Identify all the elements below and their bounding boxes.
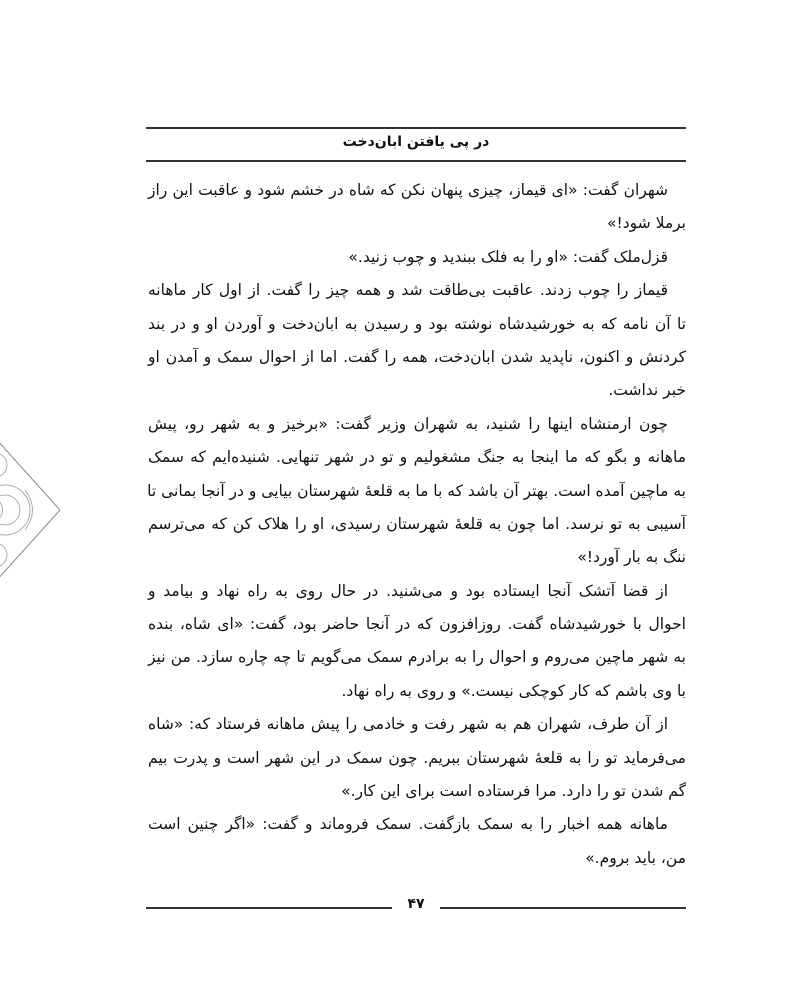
text-line: می‌فرماید تو را به قلعهٔ شهرستان ببریم. چون سمک در این شهر است و پدرت بیم (148, 748, 686, 767)
text-line: برملا شود!» (607, 214, 686, 233)
text-line: از قضا آتشک آنجا ایستاده بود و می‌شنید. در حال روی به راه نهاد و بیامد و (148, 581, 668, 600)
footer-rule-right (440, 907, 686, 909)
text-line: چون ارمنشاه اینها را شنید، به شهران وزیر گفت: «برخیز و به شهر رو، پیش (148, 414, 668, 433)
text-line: من، باید بروم.» (585, 848, 686, 867)
running-title: در پی یافتن ابان‌دخت (342, 134, 490, 150)
header-bottom-rule (146, 160, 686, 162)
text-line: با وی باشم که کار کوچکی نیست.» و روی به راه نهاد. (341, 681, 686, 700)
text-line: گم شدن تو را دارد. مرا فرستاده است برای این کار.» (341, 782, 686, 801)
text-line: به ماچین آمده است. بهتر آن باشد که با ما به قلعهٔ شهرستان بیایی و در آنجا بمانی تا (147, 481, 686, 500)
header-top-rule (146, 127, 686, 129)
text-line: احوال با خورشیدشاه گفت. روزافزون که در آنجا حاضر بود، گفت: «ای شاه، بنده (148, 615, 686, 634)
text-line: ماهانه همه اخبار را به سمک بازگفت. سمک فروماند و گفت: «اگر چنین است (148, 815, 668, 834)
text-line: شهران گفت: «ای قیماز، چیزی پنهان نکن که شاه در خشم شود و عاقبت این راز (148, 181, 668, 199)
text-line: ننگ به بار آورد!» (577, 548, 686, 567)
text-line: از آن طرف، شهران هم به شهر رفت و خادمی را پیش ماهانه فرستاد که: «شاه (148, 715, 668, 734)
text-line: تا آن نامه که به خورشیدشاه نوشته بود و رسیدن به ابان‌دخت و آوردن او و در بند (148, 314, 686, 333)
text-line: ماهانه و بگو که ما اینجا به جنگ مشغولیم و تو در شهر تنهایی. شنیده‌ایم که سمک (148, 448, 686, 467)
text-line: قزل‌ملک گفت: «او را به فلک ببندید و چوب زنید.» (348, 247, 668, 266)
ornament-icon (0, 410, 60, 610)
text-line: به شهر ماچین می‌روم و احوال را به برادرم سمک می‌گویم تا چه چاره سازد. من نیز (148, 648, 686, 667)
text-line: خبر نداشت. (608, 381, 686, 400)
text-line: کردنش و اکنون، ناپدید شدن ابان‌دخت، همه را گفت. اما از احوال سمک و آمدن او (148, 347, 686, 366)
footer-rule-left (146, 907, 392, 909)
text-line: قیماز را چوب زدند. عاقبت بی‌طاقت شد و همه چیز را گفت. از اول کار ماهانه (148, 281, 668, 300)
page-number: ۴۷ (407, 896, 425, 912)
body-text (148, 174, 686, 875)
text-line: آسیبی به تو نرسد. اما چون به قلعهٔ شهرستان رسیدی، او را هلاک کن که می‌ترسم (148, 514, 686, 533)
